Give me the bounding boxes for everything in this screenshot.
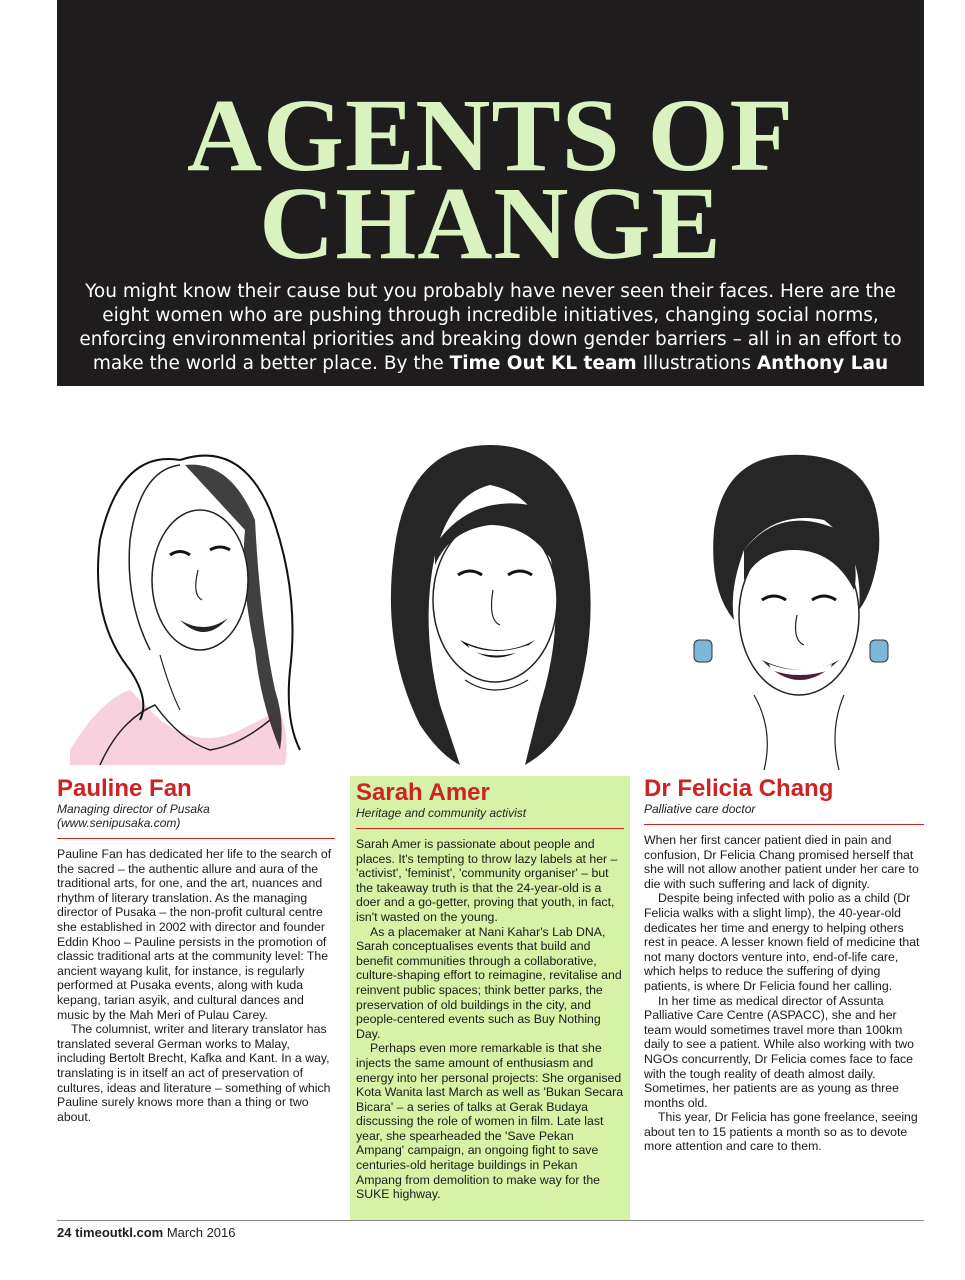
profile-name: Dr Felicia Chang [644,775,834,802]
paragraph: Despite being infected with polio as a child (Dr Felicia walks with a slight limp), the 40-year-old dedicates her time and energy to helping others rest in peace. A lesser known field of medicine that not many doctors venture into, end-of-life care, which helps to reduce the suffering of dying patients, is where Dr Felicia found her calling. [644,891,920,993]
footer-divider [57,1220,924,1221]
illustrations-label: Illustrations [636,353,757,374]
paragraph: When her first cancer patient died in pain and confusion, Dr Felicia Chang promised herself that she will not allow another patient under her care to die with such suffering and lack of dignity. [644,833,919,891]
headline-line-2: CHANGE [259,166,722,281]
paragraph: In her time as medical director of Assunta Palliative Care Centre (ASPACC), she and her team would sometimes travel more than 100km daily to see a patient. While also working with two NGOs concurrently, Dr Felicia comes face to face with the tough reality of death almost daily. Sometimes, her patients are as young as three months old. [644,993,914,1110]
header-banner [57,0,924,386]
profile-role: Managing director of Pusaka (www.senipusaka.com) [57,802,210,830]
paragraph: This year, Dr Felicia has gone freelance, seeing about ten to 15 patients a month so as to devote more attention and care to them. [644,1110,918,1154]
profile-role: Palliative care doctor [644,802,756,816]
page-number: 24 [57,1225,72,1240]
issue-date: March 2016 [166,1225,236,1240]
profile-body [57,847,335,1124]
profile-name: Sarah Amer [356,779,490,806]
byline-team: Time Out KL team [449,353,637,374]
paragraph: Sarah Amer is passionate about people and places. It's tempting to throw lazy labels at her – 'activist', 'feminist', 'community organiser' – but the takeaway truth is that the 24-year-old is a doer and a go-getter, proving that youth, in fact, isn't wasted on the young. [356,837,618,924]
intro-paragraph [67,280,914,376]
paragraph: Pauline Fan has dedicated her life to the search of the sacred – the authentic allure and aura of the traditional arts, for one, and the art, nuances and rhythm of literary translation. As the managing director of Pusaka – the non-profit cultural centre she established in 2002 with director and founder Eddin Khoo – Pauline persists in the promotion of classic traditional arts at the community level: The ancient wayang kulit, for instance, is regularly performed at Pusaka events, along with kuda kepang, tarian asyik, and cultural dances and music by the Mah Meri of Pulau Carey. [57,847,332,1022]
portrait-sarah-amer [350,425,630,770]
divider [57,838,335,839]
profile-body [644,833,924,1154]
profile-role: Heritage and community activist [356,806,527,820]
paragraph: Perhaps even more remarkable is that she injects the same amount of enthusiasm and energy into her personal projects: She organised Kota Wanita last March as well as 'Bukan Secara Bicara' – a series of talks at Gerak Budaya discussing the role of women in film. Late last year, she spearheaded the 'Save Pekan Ampang' campaign, an ongoing fight to save centuries-old heritage buildings in Pekan Ampang from demolition to make way for the SUKE highway. [356,1041,624,1202]
profile-body [356,837,624,1202]
profile-sarah-amer [350,776,630,1220]
portrait-pauline-fan [40,420,340,770]
paragraph: The columnist, writer and literary translator has translated several German works to Malay, including Bertolt Brecht, Kafka and Kant. In a way, translating is in itself an act of preservation of cultures, ideas and literature – something of which Pauline surely knows more than a thing or two about. [57,1022,331,1124]
page-footer [57,1225,236,1240]
profile-pauline-fan [57,776,335,1124]
profile-felicia-chang [644,776,924,1154]
divider [644,824,924,825]
headline-line-1: AGENTS OF [186,78,795,193]
paragraph: As a placemaker at Nani Kahar's Lab DNA, Sarah conceptualises events that build and benefit communities through a collaborative, culture-shaping effort to reimagine, revitalise and reinvent public spaces; think better parks, the preservation of old buildings in the city, and people-centered events such as Buy Nothing Day. [356,924,622,1041]
profile-name: Pauline Fan [57,775,192,802]
illustrator-name: Anthony Lau [756,353,889,374]
portrait-felicia-chang [644,440,924,770]
site-name: timeoutkl.com [75,1225,164,1240]
divider [356,828,624,829]
intro-text: You might know their cause but you probably have never seen their faces. Here are the eight women who are pushing through incredible initiatives, changing social norms, enforcing environmental priorities and breaking down gender barriers – all in an effort to make the world a better place. By the [79,281,902,374]
